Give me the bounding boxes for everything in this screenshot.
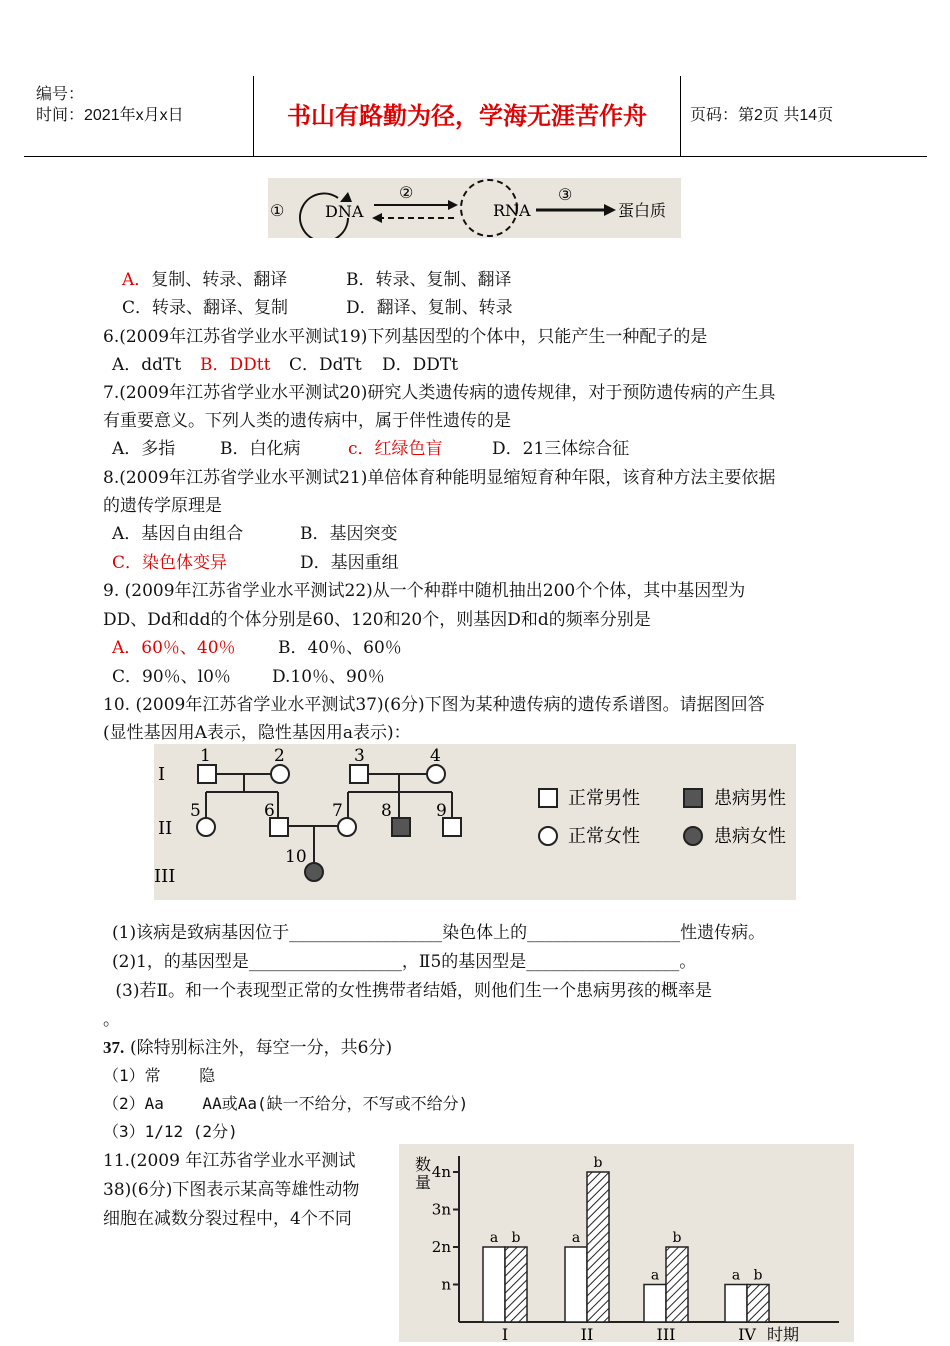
q6-option-a: A．ddTt <box>112 355 182 375</box>
gen-label-2: II <box>158 818 173 839</box>
answer-2: （2）Aa AA或Aa(缺一不给分，不写或不给分) <box>103 1094 469 1113</box>
q5-option-d: D．翻译、复制、转录 <box>346 298 513 318</box>
bar-label-a: a <box>731 1267 741 1284</box>
q7-option-b: B．白化病 <box>220 439 301 459</box>
x-tick-label: IV <box>738 1325 756 1342</box>
individual-8 <box>392 818 410 836</box>
individual-3 <box>350 765 368 783</box>
answer-1: （1）常 隐 <box>103 1066 216 1085</box>
bar-b <box>747 1285 769 1323</box>
rna-label: RNA <box>493 201 531 220</box>
page-label: 页码：第2页 共14页 <box>690 107 834 124</box>
y-axis-label: 量 <box>415 1173 432 1192</box>
legend-affected-male: 患病男性 <box>714 788 786 809</box>
motto: 书山有路勤为径，学海无涯苦作舟 <box>254 76 681 156</box>
gen-label-3: III <box>154 866 176 887</box>
individual-4 <box>427 765 445 783</box>
q7-option-a: A．多指 <box>112 439 176 459</box>
svg-text:10: 10 <box>285 847 307 867</box>
legend-normal-female-icon <box>539 827 557 845</box>
q11-line-2: 38)(6分)下图表示某高等雄性动物 <box>103 1180 360 1200</box>
label-3: ③ <box>558 185 573 204</box>
svg-text:9: 9 <box>436 801 447 821</box>
arrow-head <box>604 204 616 216</box>
svg-text:2: 2 <box>274 746 285 766</box>
bar-a <box>565 1247 587 1322</box>
q6-option-b: B．DDtt <box>200 355 271 375</box>
answer-title: 37. <box>103 1038 125 1057</box>
bar-b <box>505 1247 527 1322</box>
svg-text:7: 7 <box>332 801 343 821</box>
q10-sub-3: (3)若Ⅱ。和一个表现型正常的女性携带者结婚，则他们生一个患病男孩的概率是 <box>110 981 713 1001</box>
dna-rna-figure <box>268 178 681 238</box>
arrow-head <box>372 213 382 223</box>
legend-affected-female-icon <box>684 827 702 845</box>
q9-stem-2: DD、Dd和dd的个体分别是60、120和20个，则基因D和d的频率分别是 <box>103 610 651 630</box>
y-tick-label: 4n <box>431 1163 451 1181</box>
q9-option-b: B．40％、60％ <box>278 638 402 658</box>
header-left <box>24 76 254 156</box>
q8-option-a: A．基因自由组合 <box>112 524 244 544</box>
q7-option-c: c．红绿色盲 <box>348 439 443 459</box>
y-tick-label: 3n <box>431 1200 451 1219</box>
q8-option-c: C．染色体变异 <box>112 553 228 573</box>
q6-option-d: D．DDTt <box>382 355 459 375</box>
q11-line-1: 11.(2009 年江苏省学业水平测试 <box>103 1151 356 1171</box>
q6-option-c: C．DdTt <box>289 355 362 375</box>
svg-text:4: 4 <box>430 746 441 766</box>
svg-text:1: 1 <box>200 746 211 766</box>
bar-label-a: a <box>489 1230 499 1246</box>
q5-option-c: C．转录、翻译、复制 <box>122 298 289 318</box>
q10-sub-1: (1)该病是致病基因位于__________________染色体上的__________________性遗传病。 <box>112 923 766 943</box>
y-tick-label: n <box>441 1275 451 1294</box>
individual-10 <box>305 863 323 881</box>
answer-3: （3）1/12 (2分) <box>103 1122 238 1141</box>
x-axis-label: 时期 <box>767 1325 800 1342</box>
svg-text:8: 8 <box>381 801 392 821</box>
number-label: 编号： <box>36 86 85 103</box>
page-header <box>24 76 927 157</box>
individual-2 <box>271 765 289 783</box>
bar-label-b: b <box>753 1267 763 1284</box>
label-2: ② <box>399 183 414 202</box>
bar-a <box>483 1247 505 1322</box>
x-tick-label: III <box>656 1325 676 1342</box>
q7-stem-1: 7.(2009年江苏省学业水平测试20)研究人类遗传病的遗传规律，对于预防遗传病的产生具 <box>103 383 776 403</box>
svg-text:6: 6 <box>264 801 275 821</box>
q8-option-b: B．基因突变 <box>300 524 398 544</box>
q9-stem-1: 9. (2009年江苏省学业水平测试22)从一个种群中随机抽出200个个体，其中基因型为 <box>103 581 746 601</box>
legend-affected-male-icon <box>684 789 702 807</box>
q10-sub-3-end: 。 <box>103 1010 120 1030</box>
q5-option-b: B．转录、复制、翻译 <box>346 270 512 290</box>
q9-option-c: C．90％、l0％ <box>112 667 231 687</box>
x-tick-label: I <box>501 1325 509 1342</box>
y-tick-label: 2n <box>431 1238 451 1256</box>
bar-b <box>587 1172 609 1322</box>
protein-label: 蛋白质 <box>618 201 667 220</box>
bar-label-a: a <box>571 1230 581 1246</box>
q7-option-d: D．21三体综合征 <box>492 439 630 459</box>
bar-label-a: a <box>650 1267 660 1284</box>
arrow-head <box>340 192 352 202</box>
q10-sub-2: (2)1，的基因型是__________________，Ⅱ5的基因型是__________________。 <box>112 952 697 972</box>
bar-a <box>725 1285 747 1323</box>
legend-normal-male-icon <box>539 789 557 807</box>
dna-label: DNA <box>325 202 364 221</box>
bar-label-b: b <box>511 1230 521 1246</box>
q6-stem: 6.(2009年江苏省学业水平测试19)下列基因型的个体中，只能产生一种配子的是 <box>103 327 708 347</box>
pedigree-diagram <box>154 744 796 900</box>
q11-line-3: 细胞在减数分裂过程中，4个不同 <box>103 1209 352 1229</box>
meiosis-chart <box>399 1144 854 1342</box>
q8-stem-2: 的遗传学原理是 <box>103 496 222 516</box>
svg-text:5: 5 <box>190 801 201 821</box>
q8-stem-1: 8.(2009年江苏省学业水平测试21)单倍体育种能明显缩短育种年限，该育种方法主要依据 <box>103 468 776 488</box>
arrow-head <box>448 200 458 210</box>
q9-option-d: D.10％、90％ <box>272 667 385 687</box>
q7-stem-2: 有重要意义。下列人类的遗传病中，属于伴性遗传的是 <box>103 411 511 431</box>
bar-label-b: b <box>593 1155 603 1171</box>
bar-a <box>644 1285 666 1323</box>
label-1: ① <box>270 201 285 220</box>
x-tick-label: II <box>580 1325 594 1342</box>
bar-label-b: b <box>672 1230 682 1246</box>
bar-b <box>666 1247 688 1322</box>
time-label: 时间：2021年x月x日 <box>36 107 184 124</box>
y-axis-label: 数 <box>415 1155 432 1174</box>
q10-stem-2: (显性基因用A表示，隐性基因用a表示)： <box>103 723 411 743</box>
q10-stem-1: 10. (2009年江苏省学业水平测试37)(6分)下图为某种遗传病的遗传系谱图。请据图回答 <box>103 695 765 715</box>
legend-affected-female: 患病女性 <box>714 826 786 847</box>
q9-option-a: A．60％、40％ <box>112 638 236 658</box>
gen-label-1: I <box>158 764 166 785</box>
individual-1 <box>198 765 216 783</box>
legend-normal-female: 正常女性 <box>568 826 640 847</box>
bar-chart <box>399 1144 854 1342</box>
answer-note: (除特别标注外，每空一分，共6分) <box>130 1038 393 1058</box>
pedigree-figure <box>154 744 796 900</box>
svg-text:3: 3 <box>354 746 365 766</box>
q8-option-d: D．基因重组 <box>300 553 399 573</box>
dna-rna-diagram <box>268 178 681 238</box>
legend-normal-male: 正常男性 <box>568 788 640 809</box>
q5-option-a: A．复制、转录、翻译 <box>122 270 288 290</box>
